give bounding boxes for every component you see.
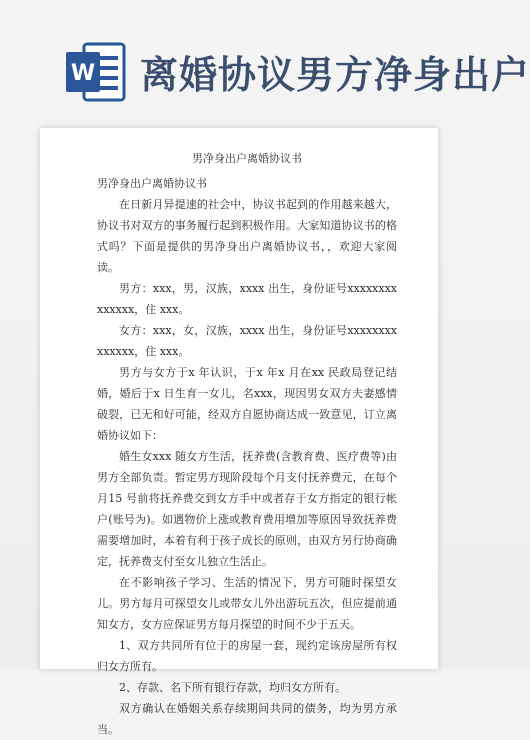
banner-title: 离婚协议男方净身出户: [140, 53, 530, 97]
paragraph-house: 1、双方共同所有位于的房屋一套，现约定该房屋所有权归女方所有。: [97, 639, 397, 673]
paragraph-debts: 双方确认在婚姻关系存续期间共同的债务，均为男方承当。: [97, 702, 397, 736]
paragraph-savings: 2、存款、名下所有银行存款，均归女方所有。: [119, 681, 346, 694]
paragraph-female-party: 女方：xxx，女，汉族，xxxx 出生，身份证号xxxxxxxxxxxxxx，住 xxx。: [97, 324, 397, 358]
document-title: 男净身出户离婚协议书: [192, 152, 302, 165]
paragraph-intro: 在日新月异提速的社会中，协议书起到的作用越来越大，协议书对双方的事务履行起到积极作用。大家知道协议书的格式吗？下面是提供的男净身出户离婚协议书，，欢迎大家阅读。: [97, 198, 397, 274]
paragraph-visitation: 在不影响孩子学习、生活的情况下，男方可随时探望女儿。男方每月可探望女儿或带女儿外出游玩五次，但应提前通知女方，女方应保证男方每月探望的时间不少于五天。: [97, 576, 397, 631]
word-document-icon: [64, 38, 128, 106]
document-subtitle: 男净身出户离婚协议书: [97, 177, 207, 190]
svg-text:W: W: [70, 61, 96, 86]
paragraph-male-party: 男方：xxx，男，汉族，xxxx 出生，身份证号xxxxxxxxxxxxxx，住 xxx。: [97, 282, 397, 316]
paragraph-child-custody: 婚生女xxx 随女方生活，抚养费(含教育费、医疗费等)由男方全部负责。暂定男方现阶段每个月支付抚养费元，在每个月15 号前将抚养费交到女方手中或者存于女方指定的银行帐户(账号为)。如遇物价上涨或教育费用增加等原因导致抚养费需要增加时，本着有利于孩子成长的原则，由双方另行协商确定，抚养费支付至女儿独立生活止。: [97, 450, 397, 568]
document-page: [40, 128, 438, 736]
banner: [0, 0, 530, 108]
paragraph-background: 男方与女方于x 年认识，于x 年x 月在xx 民政局登记结婚，婚后于x 日生育一女儿，名xxx，现因男女双方夫妻感情破裂，已无和好可能，经双方自愿协商达成一致意见，订立离婚协议如下：: [97, 366, 397, 442]
document-body: [97, 148, 397, 740]
